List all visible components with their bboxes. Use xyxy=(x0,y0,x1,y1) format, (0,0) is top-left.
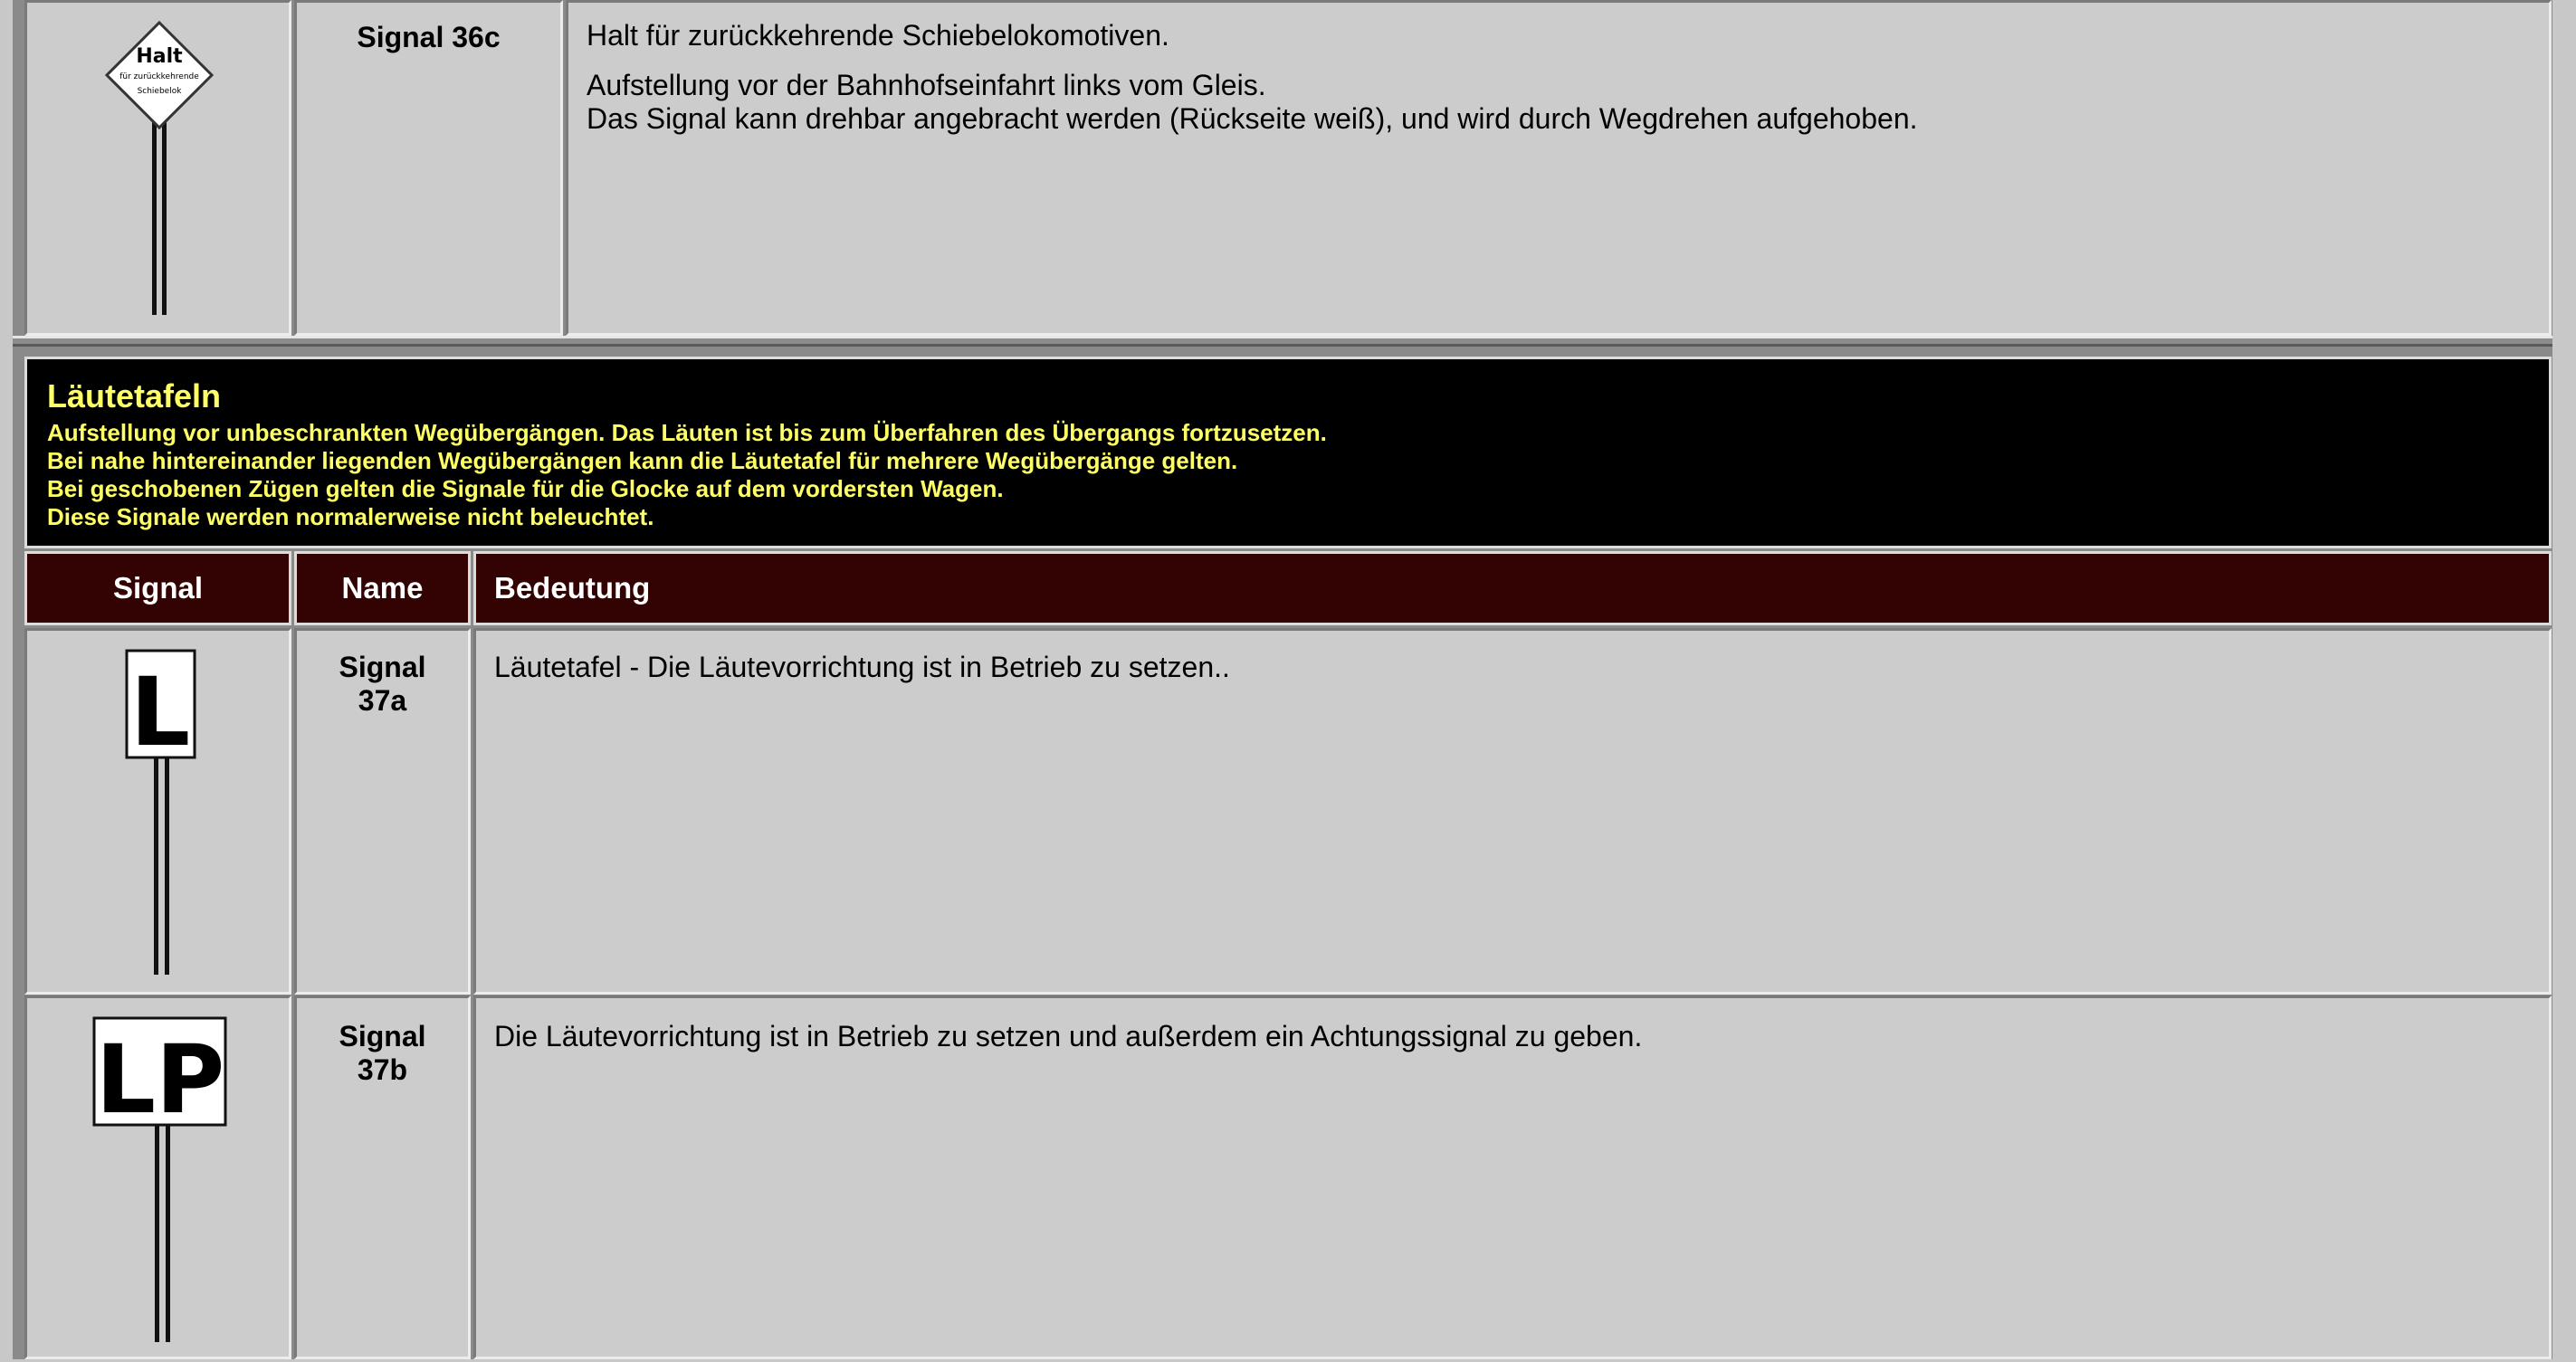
section-line: Bei geschobenen Zügen gelten die Signale für die Glocke auf dem vordersten Wagen. xyxy=(47,475,1004,502)
column-header-name: Name xyxy=(294,551,471,625)
column-header-meaning: Bedeutung xyxy=(473,551,2552,625)
l-sign-image xyxy=(27,631,294,997)
sign-letter: L xyxy=(129,657,191,767)
sign-letter: LP xyxy=(95,1024,225,1135)
section-line: Diese Signale werden normalerweise nicht beleuchtet. xyxy=(47,503,654,530)
signal-image-cell xyxy=(24,628,291,995)
signal-description-cell xyxy=(473,628,2552,995)
signal-image-cell xyxy=(24,0,291,336)
section-line: Bei nahe hintereinander liegenden Wegübergängen kann die Läutetafel für mehrere Wegübergänge gelten. xyxy=(47,447,1238,474)
signal-name-cell xyxy=(294,628,471,995)
signal-number: 37b xyxy=(357,1053,408,1086)
signal-image-cell xyxy=(24,995,291,1359)
signal-name-cell xyxy=(294,0,563,336)
signal-name-cell xyxy=(294,995,471,1359)
description-text: Die Läutevorrichtung ist in Betrieb zu setzen und außerdem ein Achtungssignal zu geben. xyxy=(494,1020,1643,1052)
section-divider xyxy=(13,336,2552,347)
description-text: Aufstellung vor der Bahnhofseinfahrt links vom Gleis. xyxy=(587,69,1266,101)
section-header xyxy=(24,357,2552,548)
signal-name: Signal xyxy=(339,1020,426,1052)
description-text: Läutetafel - Die Läutevorrichtung ist in Betrieb zu setzen.. xyxy=(494,651,1230,683)
lp-sign-image xyxy=(27,998,294,1362)
signal-number: 37a xyxy=(358,684,407,717)
sign-line-halt: Halt xyxy=(136,45,183,68)
signal-name: Signal 36c xyxy=(357,21,501,53)
section-title: Läutetafeln xyxy=(47,377,222,414)
sign-line-small: für zurückkehrende xyxy=(119,72,199,81)
signal-name: Signal xyxy=(339,651,426,683)
signal-description-cell xyxy=(566,0,2552,336)
description-text: Halt für zurückkehrende Schiebelokomotiven. xyxy=(587,19,1169,52)
signal-description-cell xyxy=(473,995,2552,1359)
sign-line-small: Schiebelok xyxy=(137,87,182,96)
description-text: Das Signal kann drehbar angebracht werden (Rückseite weiß), und wird durch Wegdrehen aufgehoben. xyxy=(587,102,1918,135)
column-header-signal: Signal xyxy=(24,551,291,625)
halt-sign-image xyxy=(27,3,294,338)
section-line: Aufstellung vor unbeschrankten Wegübergängen. Das Läuten ist bis zum Überfahren des Übergangs fortzusetzen. xyxy=(47,419,1327,446)
